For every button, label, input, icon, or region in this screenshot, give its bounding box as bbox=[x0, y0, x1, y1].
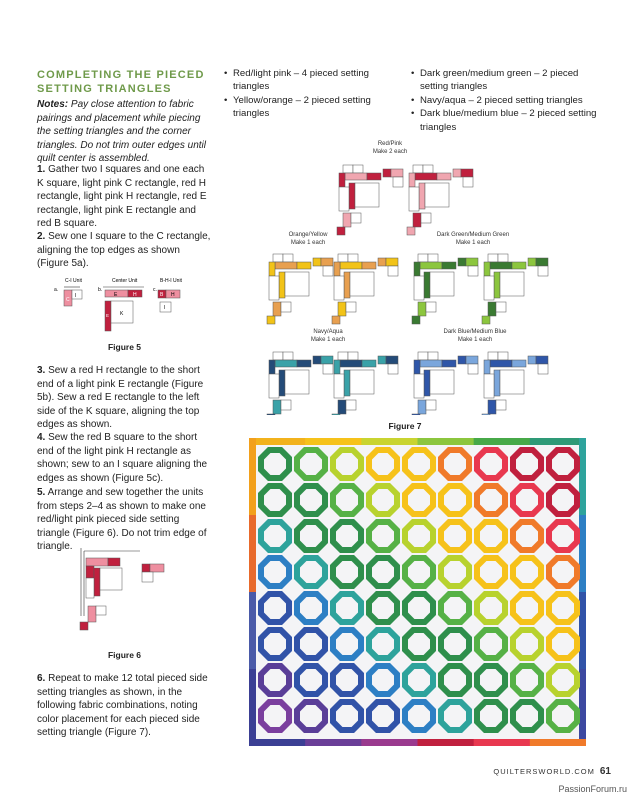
figure-5-caption: Figure 5 bbox=[107, 342, 142, 352]
bullet-item: • Dark blue/medium blue – 2 pieced setting triangles bbox=[411, 107, 601, 134]
step-2 bbox=[37, 230, 212, 271]
piece-i bbox=[72, 290, 82, 299]
bullet-item: • Red/light pink – 4 pieced setting triangles bbox=[224, 67, 384, 94]
unit-label-ci: C-I Unit bbox=[65, 278, 82, 284]
piece-i bbox=[160, 302, 171, 312]
pieced-setting-triangle bbox=[267, 352, 333, 415]
pieced-setting-triangle bbox=[332, 352, 398, 415]
pieced-setting-triangle bbox=[482, 254, 548, 324]
step-number: 2. bbox=[37, 231, 46, 242]
group-title: Navy/Aqua bbox=[313, 329, 343, 335]
pieced-setting-triangle bbox=[412, 254, 478, 324]
letter-h: H bbox=[133, 292, 137, 298]
step-number: 4. bbox=[37, 432, 46, 443]
step-text: Sew the red B square to the short end of the light pink H rectangle as shown; sew to an I square aligning the edges as shown (Figure 5c). bbox=[37, 432, 208, 484]
letter-h: H bbox=[171, 292, 175, 298]
step-number: 6. bbox=[37, 673, 46, 684]
group-sub: Make 1 each bbox=[290, 239, 326, 246]
step-5 bbox=[37, 486, 212, 554]
page-footer bbox=[493, 766, 611, 777]
step-number: 5. bbox=[37, 487, 46, 498]
bullet-list-left bbox=[224, 67, 384, 121]
figure-5-diagram bbox=[48, 274, 208, 336]
notes-paragraph bbox=[37, 98, 212, 166]
pieced-setting-triangle bbox=[412, 352, 478, 415]
unit-label-bhi: B-H-I Unit bbox=[160, 278, 182, 284]
bullet-item: • Navy/aqua – 2 pieced setting triangles bbox=[411, 94, 601, 107]
pieced-setting-triangle bbox=[337, 165, 403, 235]
step-text: Repeat to make 12 total pieced side setting triangles as shown, in the following fabric combinations, noting color placement for each pieced side setting triangle (Figure 7). bbox=[37, 673, 208, 739]
bullet-item: • Yellow/orange – 2 pieced setting triangles bbox=[224, 94, 384, 121]
group-title: Dark Green/Medium Green bbox=[436, 232, 510, 238]
figure-7-caption: Figure 7 bbox=[388, 421, 422, 431]
unit-label-center: Center Unit bbox=[112, 278, 138, 284]
letter-c: C bbox=[66, 297, 70, 303]
pieced-setting-triangle bbox=[267, 254, 333, 324]
step-text: Arrange and sew together the units from steps 2–4 as shown to make one red/light pink pieced side setting triangle (Figure 6). Do not trim edge of triangle. bbox=[37, 487, 207, 553]
step-3 bbox=[37, 364, 212, 432]
group-sub: Make 1 each bbox=[457, 336, 493, 343]
letter-i: I bbox=[75, 293, 77, 299]
notes-lead: Notes: bbox=[37, 99, 69, 110]
pieced-setting-triangle bbox=[482, 352, 548, 415]
letter-e: E bbox=[106, 313, 110, 318]
step-4 bbox=[37, 431, 212, 485]
step-1 bbox=[37, 163, 212, 231]
step-6 bbox=[37, 672, 212, 740]
figure-7-diagram bbox=[255, 155, 555, 415]
step-text: Sew a red H rectangle to the short end of a light pink E rectangle (Figure 5b). Sew a red E rectangle to the left side of the K square, aligning the top edges as shown. bbox=[37, 365, 204, 431]
letter-b: B bbox=[160, 292, 164, 298]
group-sub: Make 2 each bbox=[372, 148, 408, 155]
page-number: 61 bbox=[599, 766, 611, 777]
quilt-photo bbox=[249, 438, 586, 746]
group-sub: Make 1 each bbox=[310, 336, 346, 343]
letter-e: E bbox=[114, 292, 118, 298]
footer-site: QUILTERSWORLD.COM bbox=[493, 767, 595, 776]
sub-label-c: c. bbox=[153, 287, 157, 293]
step-text: Sew one I square to the C rectangle, aligning the top edges as shown (Figure 5a). bbox=[37, 231, 211, 270]
sub-label-b: b. bbox=[98, 287, 103, 293]
letter-k: K bbox=[120, 311, 124, 317]
figure-6-diagram bbox=[70, 546, 170, 638]
step-number: 3. bbox=[37, 365, 46, 376]
group-sub: Make 1 each bbox=[455, 239, 491, 246]
sub-label-a: a. bbox=[54, 287, 59, 293]
pieced-setting-triangle bbox=[407, 165, 473, 235]
group-title: Dark Blue/Medium Blue bbox=[443, 329, 507, 335]
figure-6-caption: Figure 6 bbox=[107, 650, 142, 660]
step-text: Gather two I squares and one each K square, light pink C rectangle, red H rectangle, light pink H rectangle, red E rectangle, light pink E rectangle and red B square. bbox=[37, 164, 207, 230]
group-title: Red/Pink bbox=[377, 141, 403, 147]
notes-text: Pay close attention to fabric pairings and placement while piecing the setting triangles and the corner triangles. Do not trim outer edges until quilt center is assembled. bbox=[37, 99, 206, 165]
watermark: PassionForum.ru bbox=[558, 784, 627, 794]
step-number: 1. bbox=[37, 164, 46, 175]
bullet-item: • Dark green/medium green – 2 pieced setting triangles bbox=[411, 67, 601, 94]
group-title: Orange/Yellow bbox=[288, 232, 328, 238]
bullet-list-right bbox=[411, 67, 601, 134]
section-heading: COMPLETING THE PIECED SETTING TRIANGLES bbox=[37, 69, 205, 95]
group-label-red-pink bbox=[360, 141, 420, 156]
letter-i: I bbox=[164, 305, 166, 311]
pieced-setting-triangle bbox=[332, 254, 398, 324]
